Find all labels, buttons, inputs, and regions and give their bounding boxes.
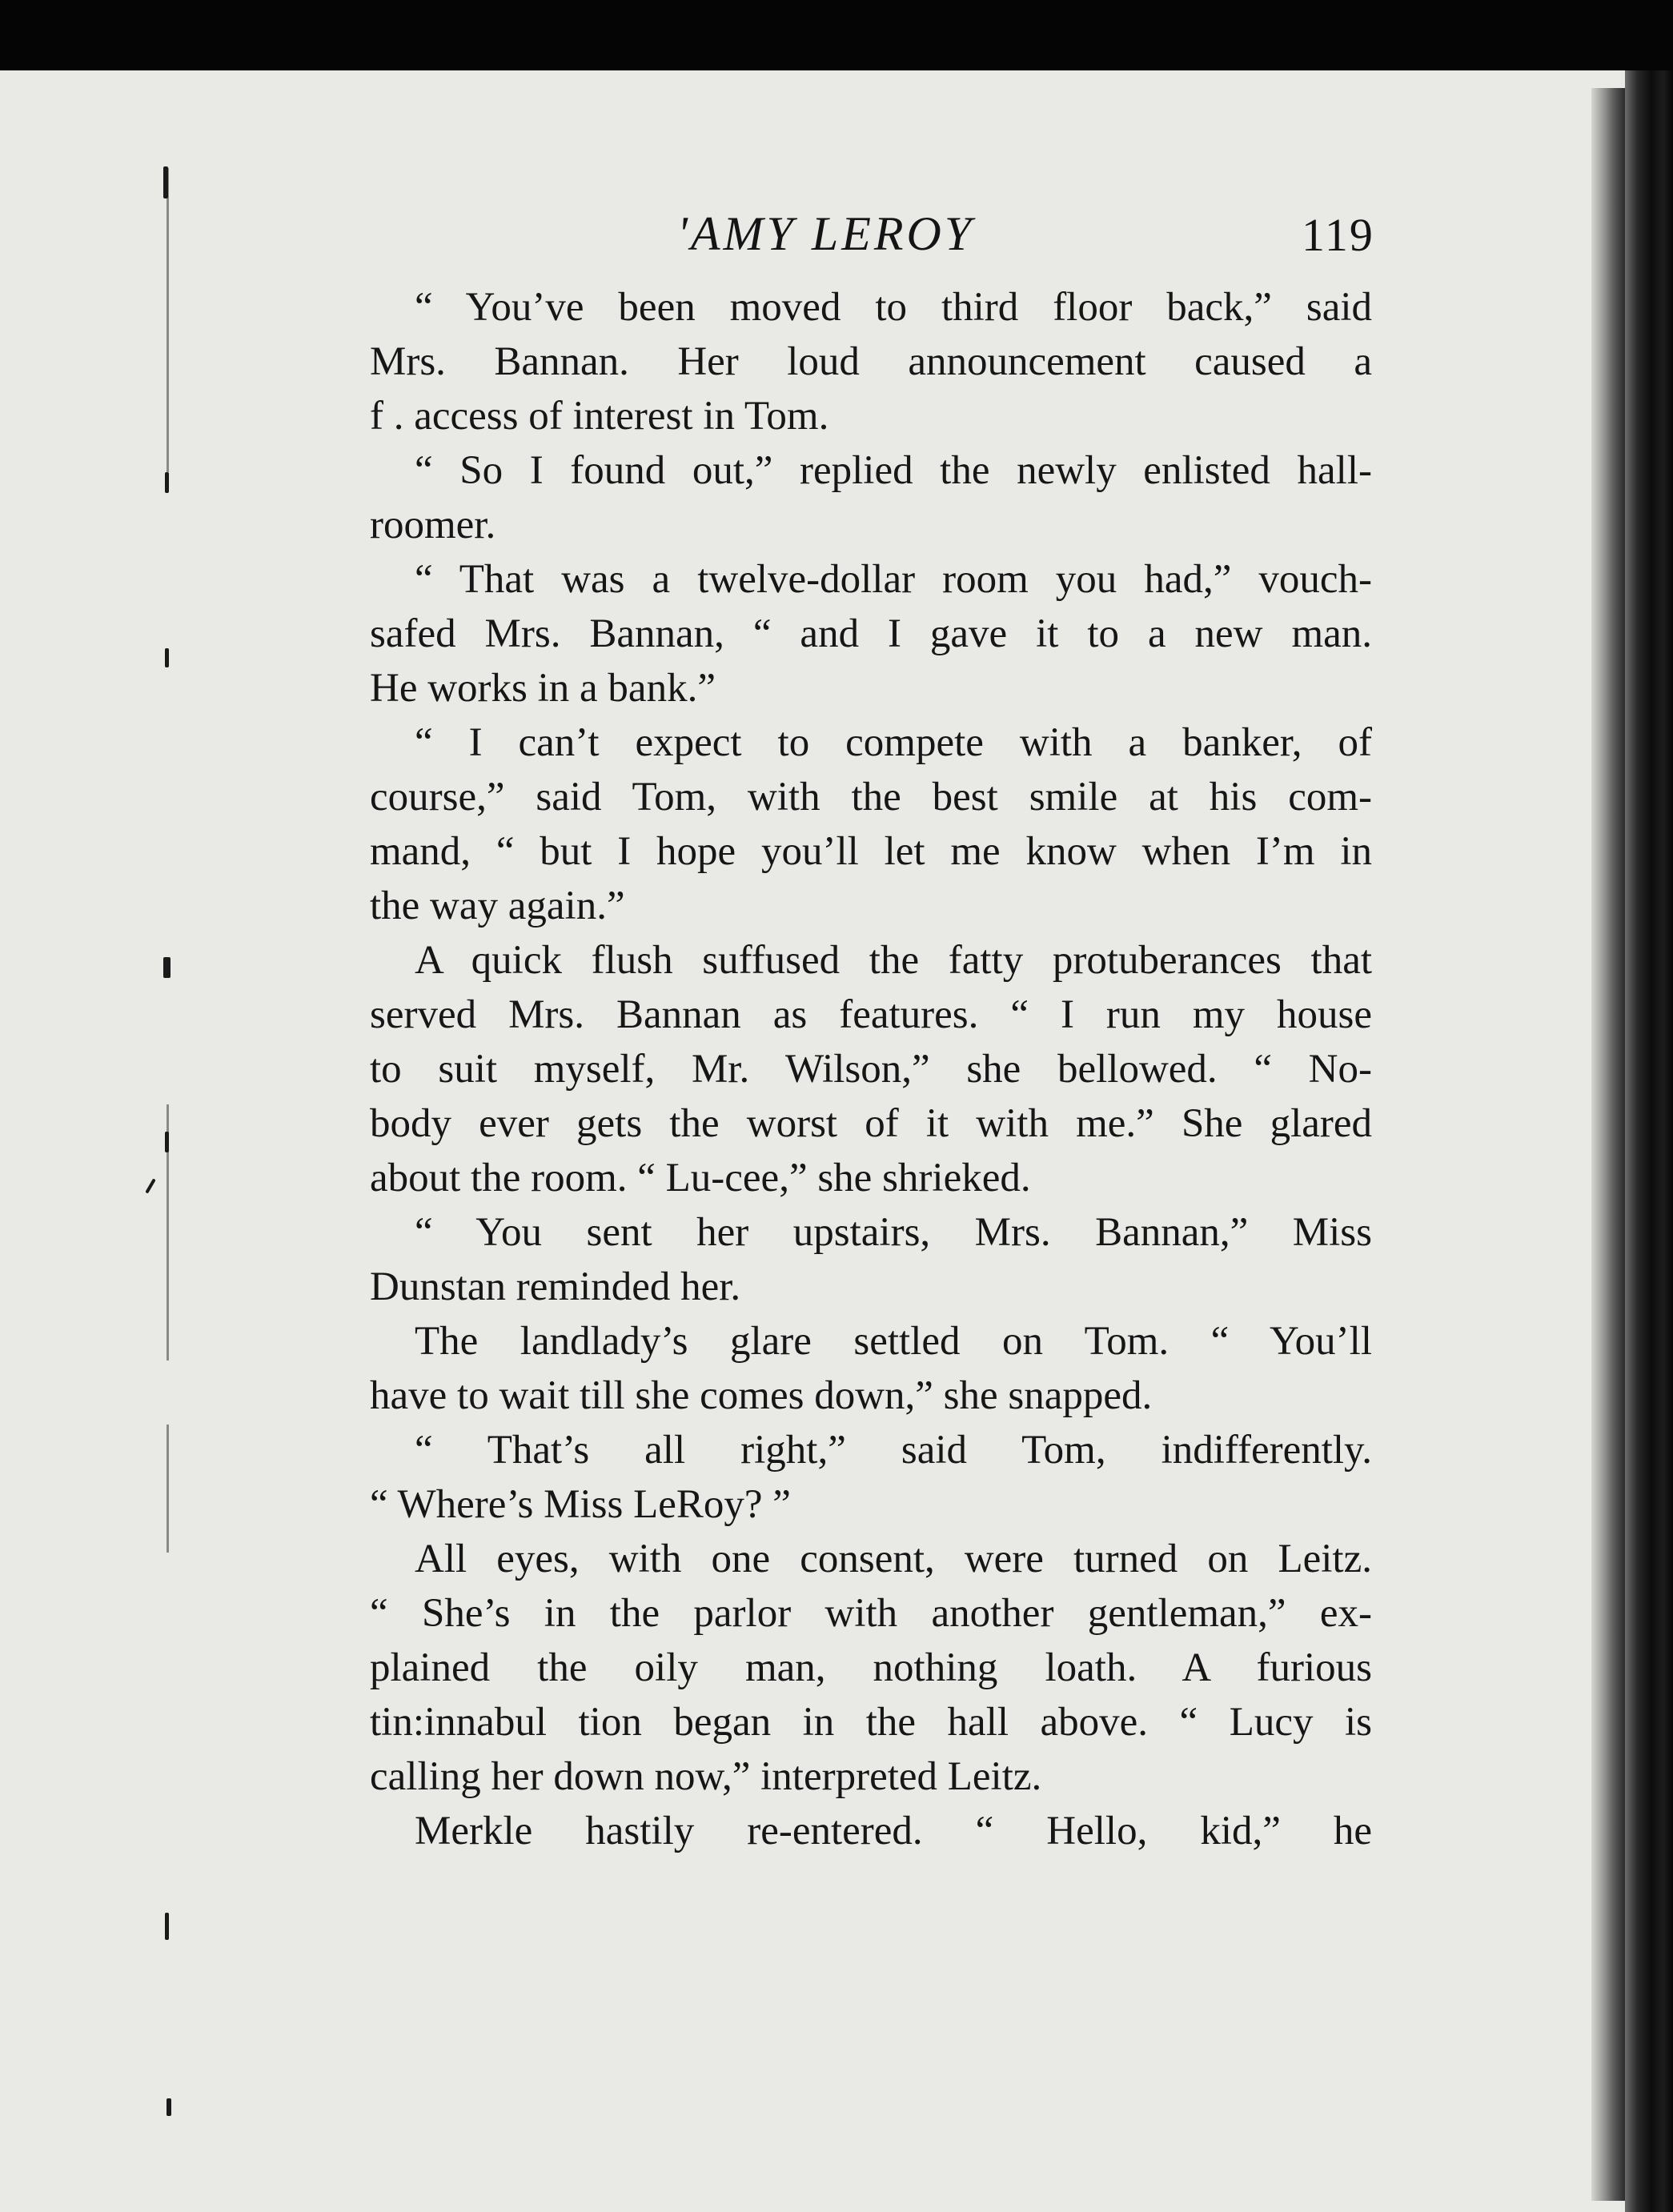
scan-top-border	[0, 0, 1673, 70]
gutter-line	[166, 1425, 169, 1553]
text-line: “ I can’t expect to compete with a banker, of	[415, 720, 1372, 765]
gutter-line	[166, 168, 169, 472]
body-text	[370, 280, 1372, 1858]
scan-mark	[166, 2098, 171, 2116]
text-line: “ She’s in the parlor with another gentleman,” ex-	[370, 1591, 1372, 1636]
text-line: f . access of interest in Tom.	[370, 394, 829, 439]
text-line: have to wait till she comes down,” she snapped.	[370, 1373, 1153, 1418]
text-line: course,” said Tom, with the best smile at his com-	[370, 775, 1372, 819]
text-line: plained the oily man, nothing loath. A furious	[370, 1645, 1372, 1690]
scan-mark	[163, 166, 168, 198]
text-line: The landlady’s glare settled on Tom. “ You’ll	[415, 1319, 1372, 1364]
text-line: He works in a bank.”	[370, 666, 716, 711]
text-line: roomer.	[370, 503, 496, 547]
text-line: safed Mrs. Bannan, “ and I gave it to a new man.	[370, 611, 1372, 656]
text-line: “ That’s all right,” said Tom, indifferently.	[415, 1428, 1372, 1473]
text-line: “ You sent her upstairs, Mrs. Bannan,” Miss	[415, 1210, 1372, 1255]
text-line: served Mrs. Bannan as features. “ I run my house	[370, 992, 1372, 1037]
text-line: Merkle hastily re-entered. “ Hello, kid,” he	[415, 1809, 1372, 1853]
text-line: body ever gets the worst of it with me.” She glared	[370, 1101, 1372, 1146]
text-line: “ Where’s Miss LeRoy? ”	[370, 1482, 791, 1527]
text-line: “ You’ve been moved to third floor back,” said	[415, 285, 1372, 330]
text-line: A quick flush suffused the fatty protuberances that	[415, 938, 1372, 983]
text-line: tin:innabul tion began in the hall above. “ Lucy is	[370, 1700, 1372, 1745]
text-line: mand, “ but I hope you’ll let me know when I’m in	[370, 829, 1372, 874]
text-line: “ That was a twelve-dollar room you had,” vouch-	[415, 557, 1372, 602]
text-line: calling her down now,” interpreted Leitz.	[370, 1754, 1042, 1799]
text-line: All eyes, with one consent, were turned on Leitz.	[415, 1537, 1372, 1581]
page-number: 119	[1302, 209, 1374, 261]
text-line: the way again.”	[370, 884, 625, 928]
page-edge-shadow	[1591, 88, 1625, 2201]
scan-mark	[165, 1913, 169, 1940]
scan-mark	[165, 472, 169, 493]
text-line: to suit myself, Mr. Wilson,” she bellowed. “ No-	[370, 1047, 1372, 1092]
text-line: “ So I found out,” replied the newly enlisted hall-	[415, 448, 1372, 493]
scan-mark	[165, 1132, 169, 1152]
running-title: 'AMY LEROY	[677, 207, 975, 260]
text-line: Mrs. Bannan. Her loud announcement caused a	[370, 339, 1372, 384]
book-binding	[1625, 70, 1673, 2212]
scan-mark	[163, 957, 171, 978]
text-line: about the room. “ Lu-cee,” she shrieked.	[370, 1156, 1031, 1200]
scan-mark	[165, 648, 169, 667]
text-line: Dunstan reminded her.	[370, 1264, 741, 1309]
